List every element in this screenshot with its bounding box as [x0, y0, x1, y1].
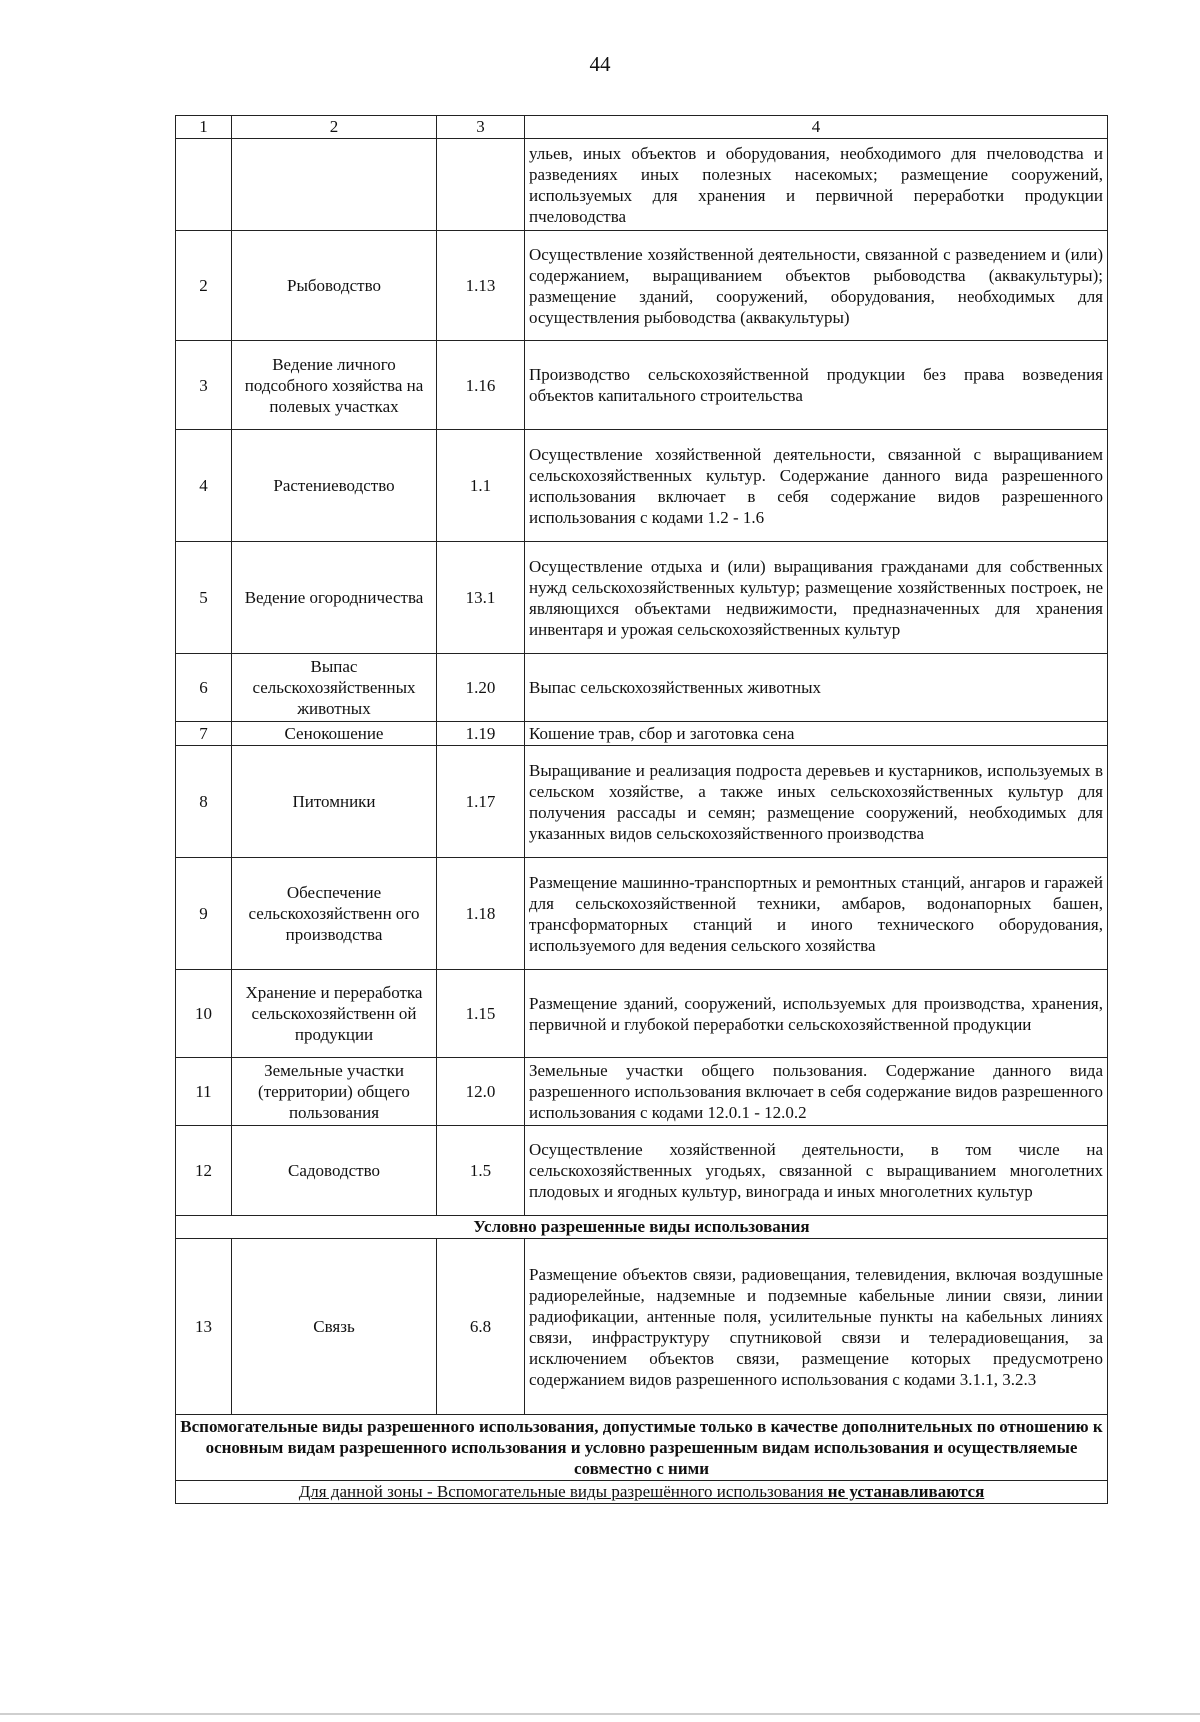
- table-row: [176, 1126, 1108, 1216]
- use-code: 1.18: [437, 858, 525, 970]
- use-name: Рыбоводство: [232, 231, 437, 341]
- use-code: 6.8: [437, 1239, 525, 1415]
- table-row: [176, 542, 1108, 654]
- use-code: 1.16: [437, 341, 525, 430]
- row-number: 11: [176, 1058, 232, 1126]
- use-name: Выпас сельскохозяйственных животных: [232, 654, 437, 722]
- row-number: 13: [176, 1239, 232, 1415]
- row-number: 12: [176, 1126, 232, 1216]
- header-cell: 2: [232, 116, 437, 139]
- use-code: 1.15: [437, 970, 525, 1058]
- footer-note-text: Для данной зоны - Вспомогательные виды разрешённого использования: [298, 1482, 828, 1501]
- use-name: Растениеводство: [232, 430, 437, 542]
- use-name: Ведение личного подсобного хозяйства на полевых участках: [232, 341, 437, 430]
- footer-note: [176, 1481, 1108, 1504]
- table-row: [176, 858, 1108, 970]
- use-description: Выращивание и реализация подроста деревьев и кустарников, используемых в сельском хозяйстве, а также иных сельскохозяйственных культур для получения рассады и семян; размещение сооружений, необходимых для указанных видов сельскохозяйственного производства: [525, 746, 1108, 858]
- use-name: Хранение и переработка сельскохозяйственн ой продукции: [232, 970, 437, 1058]
- footer-row: [176, 1481, 1108, 1504]
- use-description: Осуществление хозяйственной деятельности, связанной с выращиванием сельскохозяйственных культур. Содержание данного вида разрешенного использования включает в себя содержание видов разрешенного использования с кодами 1.2 - 1.6: [525, 430, 1108, 542]
- use-name: Питомники: [232, 746, 437, 858]
- use-name: [232, 139, 437, 231]
- use-name: Ведение огородничества: [232, 542, 437, 654]
- table-header-row: [176, 116, 1108, 139]
- use-code: 1.5: [437, 1126, 525, 1216]
- row-number: 6: [176, 654, 232, 722]
- row-number: 5: [176, 542, 232, 654]
- row-number: 9: [176, 858, 232, 970]
- conditional-uses-heading: Условно разрешенные виды использования: [176, 1216, 1108, 1239]
- use-name: Обеспечение сельскохозяйственн ого производства: [232, 858, 437, 970]
- header-cell: 3: [437, 116, 525, 139]
- row-number: 7: [176, 722, 232, 746]
- land-use-table: [175, 115, 1108, 1504]
- use-description: Осуществление хозяйственной деятельности, связанной с разведением и (или) содержанием, выращиванием объектов рыбоводства (аквакультуры); размещение зданий, сооружений, оборудования, необходимых для осуществления рыбоводства (аквакультуры): [525, 231, 1108, 341]
- use-code: 1.13: [437, 231, 525, 341]
- table-row: [176, 341, 1108, 430]
- use-name: Сенокошение: [232, 722, 437, 746]
- use-description: Земельные участки общего пользования. Содержание данного вида разрешенного использования включает в себя содержание видов разрешенного использования с кодами 12.0.1 - 12.0.2: [525, 1058, 1108, 1126]
- use-description: Производство сельскохозяйственной продукции без права возведения объектов капитального строительства: [525, 341, 1108, 430]
- table-row: [176, 722, 1108, 746]
- row-number: 8: [176, 746, 232, 858]
- row-number: 2: [176, 231, 232, 341]
- row-number: 3: [176, 341, 232, 430]
- table-row: [176, 430, 1108, 542]
- use-code: 1.17: [437, 746, 525, 858]
- use-code: 1.19: [437, 722, 525, 746]
- section-header-row: [176, 1216, 1108, 1239]
- row-number: 4: [176, 430, 232, 542]
- table-row: [176, 231, 1108, 341]
- page-number: 44: [589, 52, 611, 76]
- use-description: Размещение машинно-транспортных и ремонтных станций, ангаров и гаражей для сельскохозяйственной техники, амбаров, водонапорных башен, трансформаторных станций и иного технического оборудования, используемого для ведения сельского хозяйства: [525, 858, 1108, 970]
- use-name: Земельные участки (территории) общего пользования: [232, 1058, 437, 1126]
- use-description: Осуществление хозяйственной деятельности, в том числе на сельскохозяйственных угодьях, связанной с выращиванием многолетних плодовых и ягодных культур, винограда и иных многолетних культур: [525, 1126, 1108, 1216]
- use-description: Выпас сельскохозяйственных животных: [525, 654, 1108, 722]
- row-number: [176, 139, 232, 231]
- use-description: ульев, иных объектов и оборудования, необходимого для пчеловодства и разведениях иных полезных насекомых; размещение сооружений, используемых для хранения и первичной переработки продукции пчеловодства: [525, 139, 1108, 231]
- use-name: Садоводство: [232, 1126, 437, 1216]
- use-code: 13.1: [437, 542, 525, 654]
- table-row: [176, 746, 1108, 858]
- use-name: Связь: [232, 1239, 437, 1415]
- use-code: 1.20: [437, 654, 525, 722]
- table-row: [176, 654, 1108, 722]
- header-cell: 4: [525, 116, 1108, 139]
- use-description: Осуществление отдыха и (или) выращивания гражданами для собственных нужд сельскохозяйственных культур; размещение хозяйственных построек, не являющихся объектами недвижимости, предназначенных для хранения инвентаря и урожая сельскохозяйственных культур: [525, 542, 1108, 654]
- row-number: 10: [176, 970, 232, 1058]
- use-description: Кошение трав, сбор и заготовка сена: [525, 722, 1108, 746]
- table-row: [176, 970, 1108, 1058]
- auxiliary-uses-heading: Вспомогательные виды разрешенного использования, допустимые только в качестве дополнительных по отношению к основным видам разрешенного использования и условно разрешенным видам использования и осуществляемые совместно с ними: [176, 1415, 1108, 1481]
- scan-edge-line: [0, 1713, 1200, 1715]
- section-header-row: [176, 1415, 1108, 1481]
- table-row: [176, 1058, 1108, 1126]
- header-cell: 1: [176, 116, 232, 139]
- table-row: [176, 1239, 1108, 1415]
- use-code: [437, 139, 525, 231]
- use-description: Размещение зданий, сооружений, используемых для производства, хранения, первичной и глубокой переработки сельскохозяйственной продукции: [525, 970, 1108, 1058]
- use-code: 1.1: [437, 430, 525, 542]
- use-description: Размещение объектов связи, радиовещания, телевидения, включая воздушные радиорелейные, надземные и подземные кабельные линии связи, линии радиофикации, антенные поля, усилительные пункты на кабельных линиях связи, инфраструктуру спутниковой связи и телерадиовещания, за исключением объектов связи, размещение которых предусмотрено содержанием видов разрешенного использования с кодами 3.1.1, 3.2.3: [525, 1239, 1108, 1415]
- footer-note-emphasis: не устанавливаются: [827, 1482, 985, 1501]
- use-code: 12.0: [437, 1058, 525, 1126]
- table-row: [176, 139, 1108, 231]
